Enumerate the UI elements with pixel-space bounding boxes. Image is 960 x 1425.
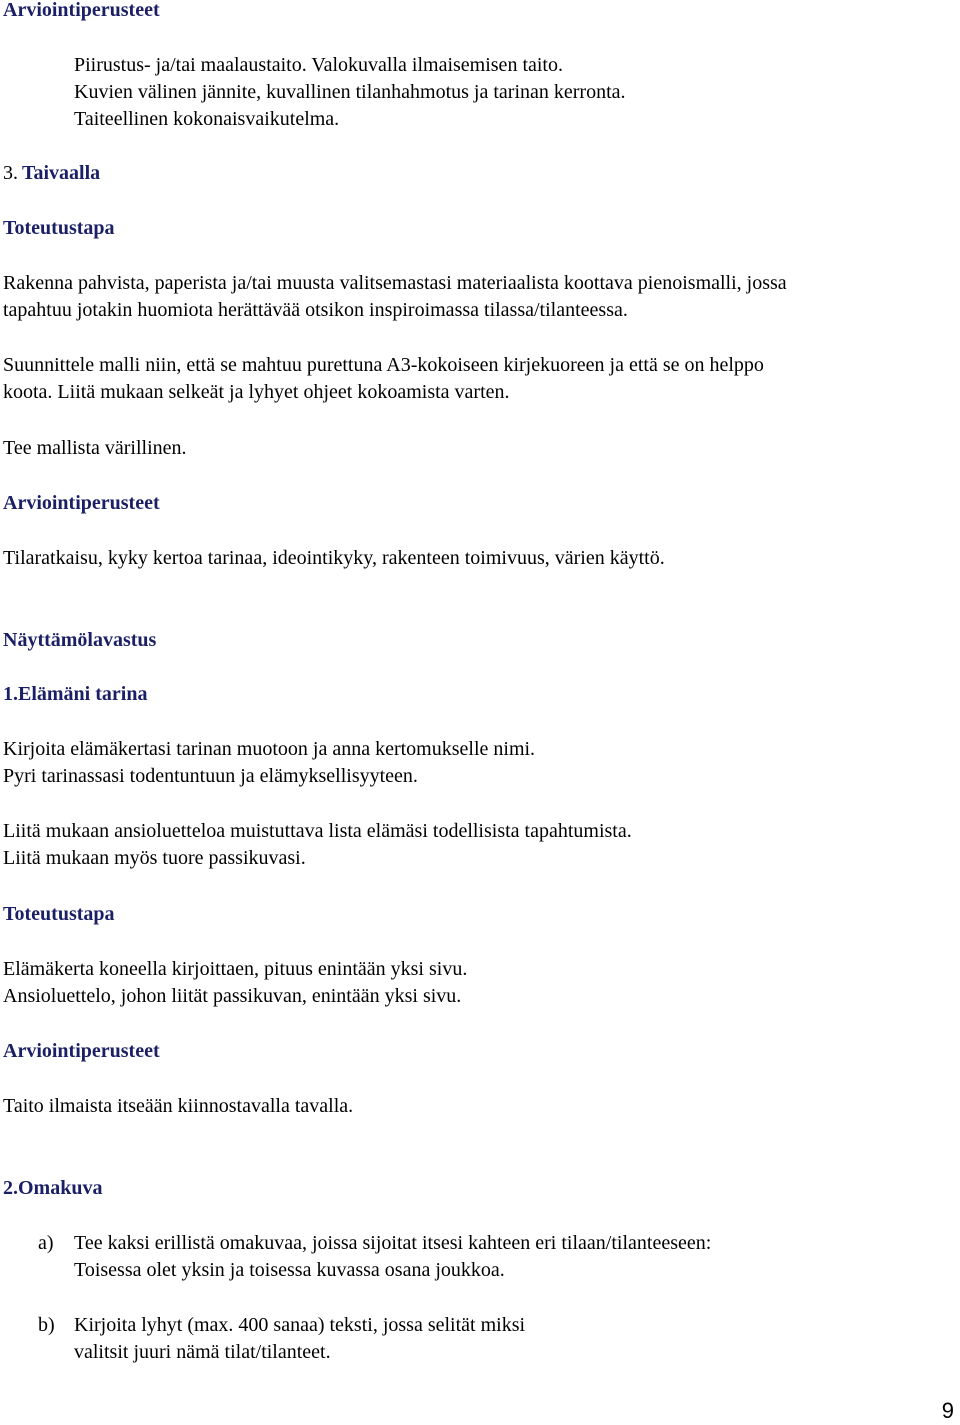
paragraph-line: Rakenna pahvista, paperista ja/tai muusta valitsemastasi materiaalista koottava pienoismalli, jossa <box>3 272 787 294</box>
task3-number: 3. <box>3 162 18 184</box>
list-item-text <box>74 1312 525 1366</box>
list-item-line: valitsit juuri nämä tilat/tilanteet. <box>74 1341 331 1363</box>
criteria-line: Piirustus- ja/tai maalaustaito. Valokuvalla ilmaisemisen taito. <box>74 54 563 76</box>
task2-title: 2.Omakuva <box>3 1177 103 1199</box>
list-item-text <box>74 1230 711 1284</box>
task3-paragraph-1 <box>3 270 940 324</box>
task1-impl-text <box>3 956 940 1010</box>
task3-impl-heading: Toteutustapa <box>3 217 115 239</box>
criteria-line: Kuvien välinen jännite, kuvallinen tilanhahmotus ja tarinan kerronta. <box>74 81 626 103</box>
task3-criteria-text: Tilaratkaisu, kyky kertoa tarinaa, ideointikyky, rakenteen toimivuus, värien käyttö. <box>3 547 665 569</box>
paragraph-line: tapahtuu jotakin huomiota herättävää otsikon inspiroimassa tilassa/tilanteessa. <box>3 299 628 321</box>
task1-criteria-heading: Arviointiperusteet <box>3 1040 160 1062</box>
list-marker: a) <box>38 1232 54 1254</box>
criteria-list-top <box>74 52 940 133</box>
paragraph-line: Liitä mukaan ansioluetteloa muistuttava lista elämäsi todellisista tapahtumista. <box>3 820 632 842</box>
criteria-line: Taiteellinen kokonaisvaikutelma. <box>74 108 340 130</box>
page-number: 9 <box>941 1398 954 1423</box>
task2-item-a <box>3 1230 940 1284</box>
list-item-line: Kirjoita lyhyt (max. 400 sanaa) teksti, jossa selität miksi <box>74 1314 526 1336</box>
task1-impl-heading: Toteutustapa <box>3 903 115 925</box>
task3-criteria-heading: Arviointiperusteet <box>3 492 160 514</box>
paragraph-line: Kirjoita elämäkertasi tarinan muotoon ja anna kertomukselle nimi. <box>3 738 536 760</box>
task3-title-text: Taivaalla <box>22 162 101 184</box>
paragraph-line: Ansioluettelo, johon liität passikuvan, enintään yksi sivu. <box>3 985 462 1007</box>
paragraph-line: Elämäkerta koneella kirjoittaen, pituus enintään yksi sivu. <box>3 958 468 980</box>
task3-paragraph-2 <box>3 352 940 406</box>
paragraph-line: Suunnittele malli niin, että se mahtuu purettuna A3-kokoiseen kirjekuoreen ja että se on helppo <box>3 354 764 376</box>
task1-paragraph-2 <box>3 818 940 872</box>
paragraph-line: Liitä mukaan myös tuore passikuvasi. <box>3 847 306 869</box>
list-item-line: Tee kaksi erillistä omakuvaa, joissa sijoitat itsesi kahteen eri tilaan/tilanteeseen: <box>74 1232 712 1254</box>
task1-paragraph-1 <box>3 736 940 790</box>
task1-criteria-text: Taito ilmaista itseään kiinnostavalla tavalla. <box>3 1095 354 1117</box>
list-item-line: Toisessa olet yksin ja toisessa kuvassa osana joukkoa. <box>74 1259 505 1281</box>
task2-item-b <box>3 1312 940 1366</box>
paragraph-line: koota. Liitä mukaan selkeät ja lyhyet ohjeet kokoamista varten. <box>3 381 510 403</box>
criteria-heading-top: Arviointiperusteet <box>3 0 160 21</box>
task3-title <box>3 160 940 187</box>
task1-title: 1.Elämäni tarina <box>3 683 148 705</box>
task3-paragraph-3: Tee mallista värillinen. <box>3 437 187 459</box>
stage-section-heading: Näyttämölavastus <box>3 629 157 651</box>
paragraph-line: Pyri tarinassasi todentuntuun ja elämyksellisyyteen. <box>3 765 418 787</box>
list-marker: b) <box>38 1314 55 1336</box>
